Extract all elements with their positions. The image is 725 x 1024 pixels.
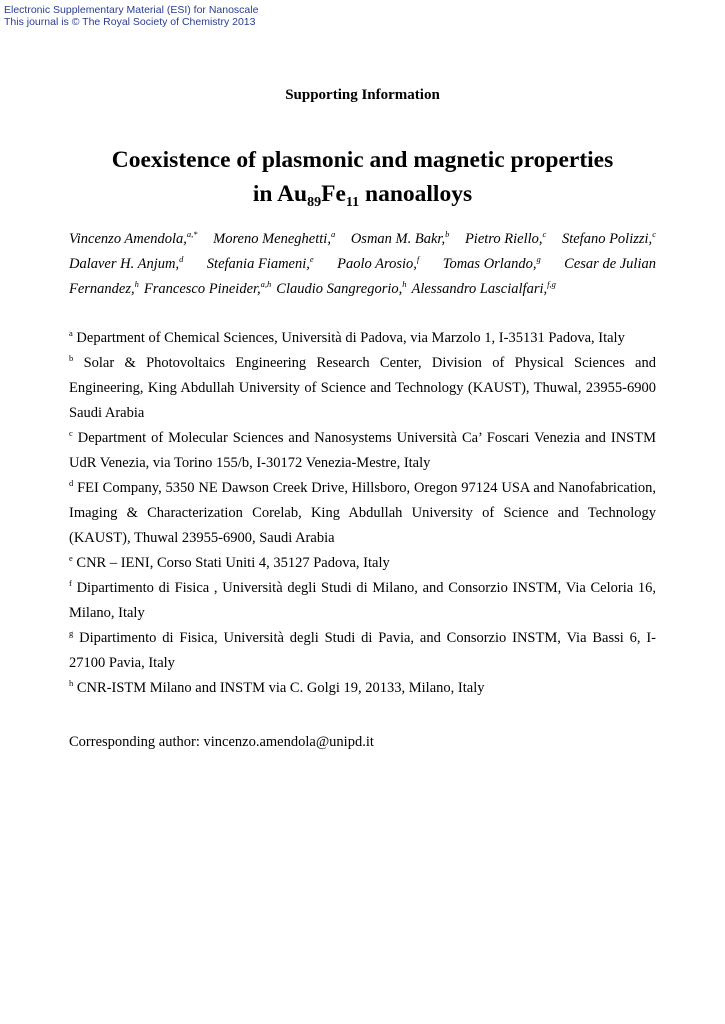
affiliation-mark: h xyxy=(69,678,74,688)
affiliation-mark: d xyxy=(69,478,74,488)
title-part-2: Fe xyxy=(321,181,346,207)
title-part-1: in Au xyxy=(252,181,308,207)
esi-header xyxy=(4,4,258,28)
author xyxy=(144,277,271,302)
author xyxy=(69,227,197,252)
affiliation-mark: b xyxy=(69,353,74,363)
author-line xyxy=(69,252,656,277)
affiliation-text: UdR Venezia, via Torino 155/b, I-30172 Venezia-Mestre, Italy xyxy=(69,455,431,471)
author-name: Tomas Orlando, xyxy=(442,256,537,272)
paper-title xyxy=(0,143,725,211)
corresponding-author: Corresponding author: vincenzo.amendola@unipd.it xyxy=(69,734,374,750)
affiliation-text: Dipartimento di Fisica , Università degli Studi di Milano, and Consorzio INSTM, Via Celoria 16, xyxy=(76,580,657,596)
supporting-information-label: Supporting Information xyxy=(285,87,440,103)
affiliation-e xyxy=(69,551,656,576)
author xyxy=(412,277,556,302)
affiliation-text: Technology (KAUST), Thuwal 23955-6900, Saudi Arabia xyxy=(69,505,656,546)
author-name: Paolo Arosio, xyxy=(337,256,417,272)
affiliation-text: Engineering, King Abdullah University of Science and Technology (KAUST), Thuwal, 23955-6900 xyxy=(69,380,656,396)
affiliation-text: FEI Company, 5350 NE Dawson Creek Drive, Hillsboro, Oregon 97124 USA and xyxy=(77,480,555,496)
author-affiliation-mark: b xyxy=(445,229,450,239)
affiliation-text: Nanofabrication, Imaging & Characterization Corelab, King Abdullah University of Science and xyxy=(69,480,657,521)
affiliation-text: Department of Chemical Sciences, Università di Padova, via Marzolo 1, I-35131 Padova, Italy xyxy=(76,330,625,346)
author-affiliation-mark: d xyxy=(179,254,184,264)
affiliation-text: Solar & Photovoltaics Engineering Research Center, Division of Physical Sciences and xyxy=(83,355,656,371)
esi-header-line-2: This journal is © The Royal Society of Chemistry 2013 xyxy=(4,16,256,28)
author-affiliation-mark: f xyxy=(416,254,420,264)
author-line xyxy=(69,277,656,302)
title-subscript-11: 11 xyxy=(345,195,360,210)
author-affiliation-mark: e xyxy=(309,254,314,264)
author-affiliation-mark: h xyxy=(402,279,407,289)
author-affiliation-mark: g xyxy=(536,254,541,264)
affiliation-text: CNR – IENI, Corso Stati Uniti 4, 35127 Padova, Italy xyxy=(76,555,390,571)
author-affiliation-mark: a,h xyxy=(260,279,272,289)
author xyxy=(443,252,541,277)
affiliation-c xyxy=(69,426,656,476)
author-affiliation-mark: c xyxy=(652,229,656,239)
affiliation-d xyxy=(69,476,656,551)
affiliation-text: CNR-ISTM Milano and INSTM via C. Golgi 19, 20133, Milano, Italy xyxy=(76,680,485,696)
affiliation-mark: f xyxy=(69,578,72,588)
affiliation-text: Dipartimento di Fisica, Università degli Studi di Pavia, and Consorzio INSTM, Via Bassi 6, I- xyxy=(79,630,657,646)
title-part-3: nanoalloys xyxy=(359,181,473,207)
author-name: Osman M. Bakr, xyxy=(350,231,446,247)
author-affiliation-mark: c xyxy=(542,229,547,239)
author xyxy=(562,227,656,252)
author-name: Moreno Meneghetti, xyxy=(213,231,331,247)
author xyxy=(465,227,546,252)
title-subscript-89: 89 xyxy=(307,195,322,210)
affiliation-list xyxy=(69,326,656,701)
author-affiliation-mark: f,g xyxy=(547,279,556,289)
title-line-1: Coexistence of plasmonic and magnetic properties xyxy=(111,147,614,173)
affiliation-g xyxy=(69,626,656,676)
affiliation-text: Department of Molecular Sciences and Nanosystems Università Ca’ Foscari Venezia and INSTM xyxy=(77,430,656,446)
affiliation-a xyxy=(69,326,656,351)
author xyxy=(69,277,139,302)
author xyxy=(337,252,419,277)
author-affiliation-mark: a,* xyxy=(186,229,198,239)
author-name: Alessandro Lascialfari, xyxy=(411,281,548,297)
affiliation-mark: c xyxy=(69,428,73,438)
author-name: Claudio Sangregorio, xyxy=(276,281,403,297)
affiliation-f xyxy=(69,576,656,626)
affiliation-text: Saudi Arabia xyxy=(69,405,145,421)
affiliation-b xyxy=(69,351,656,426)
author-name: Dalaver H. Anjum, xyxy=(69,256,180,272)
author-name: Stefania Fiameni, xyxy=(206,256,310,272)
author xyxy=(564,252,656,277)
author-name: Pietro Riello, xyxy=(464,231,543,247)
author xyxy=(213,227,335,252)
affiliation-mark: g xyxy=(69,628,74,638)
affiliation-text: Milano, Italy xyxy=(69,605,145,621)
title-line-2 xyxy=(0,177,725,211)
author-name: Vincenzo Amendola, xyxy=(69,231,187,247)
esi-header-line-1: Electronic Supplementary Material (ESI) for Nanoscale xyxy=(4,4,259,16)
author-name: Stefano Polizzi, xyxy=(561,231,653,247)
author-line xyxy=(69,227,656,252)
affiliation-text: 27100 Pavia, Italy xyxy=(69,655,175,671)
author xyxy=(351,227,450,252)
author-name: Cesar de Julian xyxy=(564,256,656,272)
author-name: Francesco Pineider, xyxy=(143,281,261,297)
author-affiliation-mark: a xyxy=(330,229,336,239)
affiliation-mark: a xyxy=(69,328,73,338)
author-affiliation-mark: h xyxy=(134,279,139,289)
author-name: Fernandez, xyxy=(69,281,135,297)
author-list xyxy=(69,227,656,302)
author xyxy=(69,252,183,277)
affiliation-h xyxy=(69,676,656,701)
affiliation-mark: e xyxy=(69,553,73,563)
author xyxy=(207,252,314,277)
author xyxy=(276,277,406,302)
